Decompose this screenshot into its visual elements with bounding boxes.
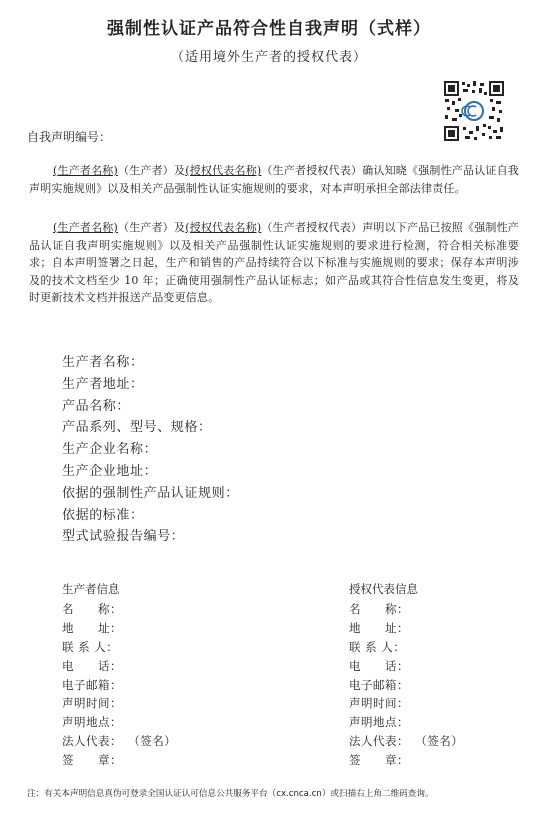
rep-row-seal: 签 章： xyxy=(349,753,409,768)
signature-hint: （签名） xyxy=(134,734,177,749)
field-product-name: 产品名称： xyxy=(62,398,131,414)
rep-row-name: 名 称： xyxy=(349,602,409,616)
signature-hint: （签名） xyxy=(421,734,464,749)
legal-rep-label: 法人代表： xyxy=(62,734,122,749)
representative-info xyxy=(349,581,463,770)
producer-row-contact: 联 系 人： xyxy=(62,639,119,654)
product-fields xyxy=(62,352,239,548)
declaration-number-label: 自我声明编号： xyxy=(27,130,112,144)
para-text: （生产者）及 xyxy=(118,221,186,234)
producer-row-name: 名 称： xyxy=(62,602,122,616)
field-certification-rules: 依据的强制性产品认证规则： xyxy=(62,485,239,501)
rep-row-place: 声明地点： xyxy=(349,715,409,730)
field-test-report-number: 型式试验报告编号： xyxy=(62,529,185,545)
producer-name-placeholder: (生产者名称) xyxy=(53,221,118,234)
field-factory-name: 生产企业名称： xyxy=(62,442,158,458)
footnote: 注：有关本声明信息真伪可登录全国认证认可信息公共服务平台（cx.cnca.cn）或扫描右上角二维码查询。 xyxy=(27,789,434,799)
field-factory-address: 生产企业地址： xyxy=(62,463,158,479)
para-text: （生产者授权代表）声明以下产品已按照《强制性产品认证自我声明实施规则》以及相关产品强制性认证实施规则的要求进行检测，符合相关标准要求；自本声明签署之日起，生产和销售的产品持续符合以下标准与实施规则的要求；保存本声明涉及的技术文档至少 10 年；正确使用强制性产品认证标志；如产品或其符合性信息发生变更，将及时更新技术文档并报送产品变更信息。 xyxy=(29,221,519,304)
field-producer-name: 生产者名称： xyxy=(62,355,144,370)
producer-row-time: 声明时间： xyxy=(62,696,122,711)
para-text: （生产者授权代表）确认知晓《强制性产品认证自我声明实施规则》以及相关产品强制性认证实施规则的要求，对本声明承担全部法律责任。 xyxy=(29,164,519,195)
producer-row-place: 声明地点： xyxy=(62,715,122,730)
paragraph-acknowledgement xyxy=(29,162,519,197)
paragraph-declaration xyxy=(29,219,519,307)
representative-name-placeholder: (授权代表名称) xyxy=(185,221,262,234)
rep-row-phone: 电 话： xyxy=(349,658,409,673)
para-text: （生产者）及 xyxy=(118,164,186,177)
page-subtitle: （适用境外生产者的授权代表） xyxy=(170,50,367,65)
producer-row-seal: 签 章： xyxy=(62,753,122,768)
page-title: 强制性认证产品符合性自我声明（式样） xyxy=(107,19,431,39)
producer-row-email: 电子邮箱： xyxy=(62,677,122,692)
qr-code-icon[interactable] xyxy=(443,80,505,142)
rep-row-address: 地 址： xyxy=(349,620,409,635)
representative-name-placeholder: (授权代表名称) xyxy=(185,164,262,177)
producer-row-phone: 电 话： xyxy=(62,658,122,673)
producer-name-placeholder: (生产者名称) xyxy=(53,164,118,177)
producer-row-address: 地 址： xyxy=(62,620,122,635)
producer-info xyxy=(62,581,176,770)
rep-row-email: 电子邮箱： xyxy=(349,677,409,692)
producer-row-legal-rep xyxy=(62,732,176,751)
representative-info-heading: 授权代表信息 xyxy=(349,582,418,596)
rep-row-contact: 联 系 人： xyxy=(349,639,406,654)
legal-rep-label: 法人代表： xyxy=(349,734,409,749)
field-product-model: 产品系列、型号、规格： xyxy=(62,420,212,436)
rep-row-time: 声明时间： xyxy=(349,696,409,711)
producer-info-heading: 生产者信息 xyxy=(62,582,120,596)
field-standards: 依据的标准： xyxy=(62,507,144,523)
rep-row-legal-rep xyxy=(349,732,463,751)
field-producer-address: 生产者地址： xyxy=(62,376,144,392)
